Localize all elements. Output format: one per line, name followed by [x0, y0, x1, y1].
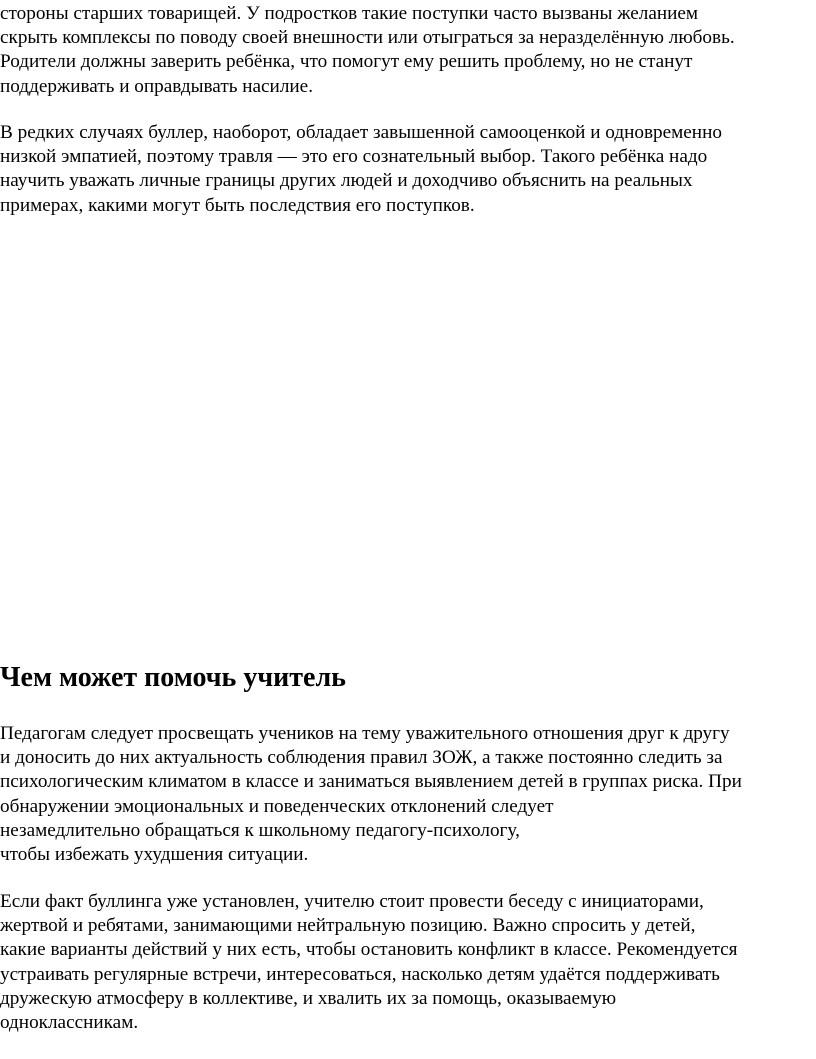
text-line: научить уважать личные границы других людей и доходчиво объяснить на реальных — [0, 170, 693, 192]
paragraph-teacher-conversation — [0, 890, 816, 1035]
text-line: низкой эмпатией, поэтому травля — это его сознательный выбор. Такого ребёнка надо — [0, 146, 708, 168]
text-line: обнаружении эмоциональных и поведенческих отклонений следует — [0, 795, 554, 817]
section-heading: Чем может помочь учитель — [0, 662, 346, 693]
text-line: чтобы избежать ухудшения ситуации. — [0, 843, 309, 865]
paragraph-teacher-education — [0, 722, 816, 867]
text-line: и доносить до них актуальность соблюдения правил ЗОЖ, а также постоянно следить за — [0, 747, 723, 769]
text-line: дружескую атмосферу в коллективе, и хвалить их за помощь, оказываемую — [0, 987, 617, 1009]
text-line: скрыть комплексы по поводу своей внешности или отыграться за неразделённую любовь. — [0, 27, 735, 49]
text-line: стороны старших товарищей. У подростков такие поступки часто вызваны желанием — [0, 3, 699, 24]
text-line: поддерживать и оправдывать насилие. — [0, 75, 313, 97]
text-line: В редких случаях буллер, наоборот, обладает завышенной самооценкой и одновременно — [0, 122, 722, 143]
text-line: устраивать регулярные встречи, интересоваться, насколько детям удаётся поддерживать — [0, 963, 720, 985]
text-line: Педагогам следует просвещать учеников на тему уважительного отношения друг к другу — [0, 723, 730, 744]
text-line: незамедлительно обращаться к школьному педагогу-психологу, — [0, 819, 520, 841]
text-line: какие варианты действий у них есть, чтобы остановить конфликт в классе. Рекомендуется — [0, 939, 738, 961]
text-line: одноклассникам. — [0, 1011, 139, 1033]
paragraph-bully-self-esteem — [0, 121, 816, 218]
text-line: Если факт буллинга уже установлен, учителю стоит провести беседу с инициаторами, — [0, 891, 704, 912]
text-line: Родители должны заверить ребёнка, что помогут ему решить проблему, но не станут — [0, 51, 693, 73]
paragraph-parent-reassurance — [0, 2, 816, 99]
text-line: психологическим климатом в классе и заниматься выявлением детей в группах риска. При — [0, 771, 742, 793]
text-line: примерах, какими могут быть последствия его поступков. — [0, 194, 475, 216]
text-line: жертвой и ребятами, занимающими нейтральную позицию. Важно спросить у детей, — [0, 915, 696, 937]
